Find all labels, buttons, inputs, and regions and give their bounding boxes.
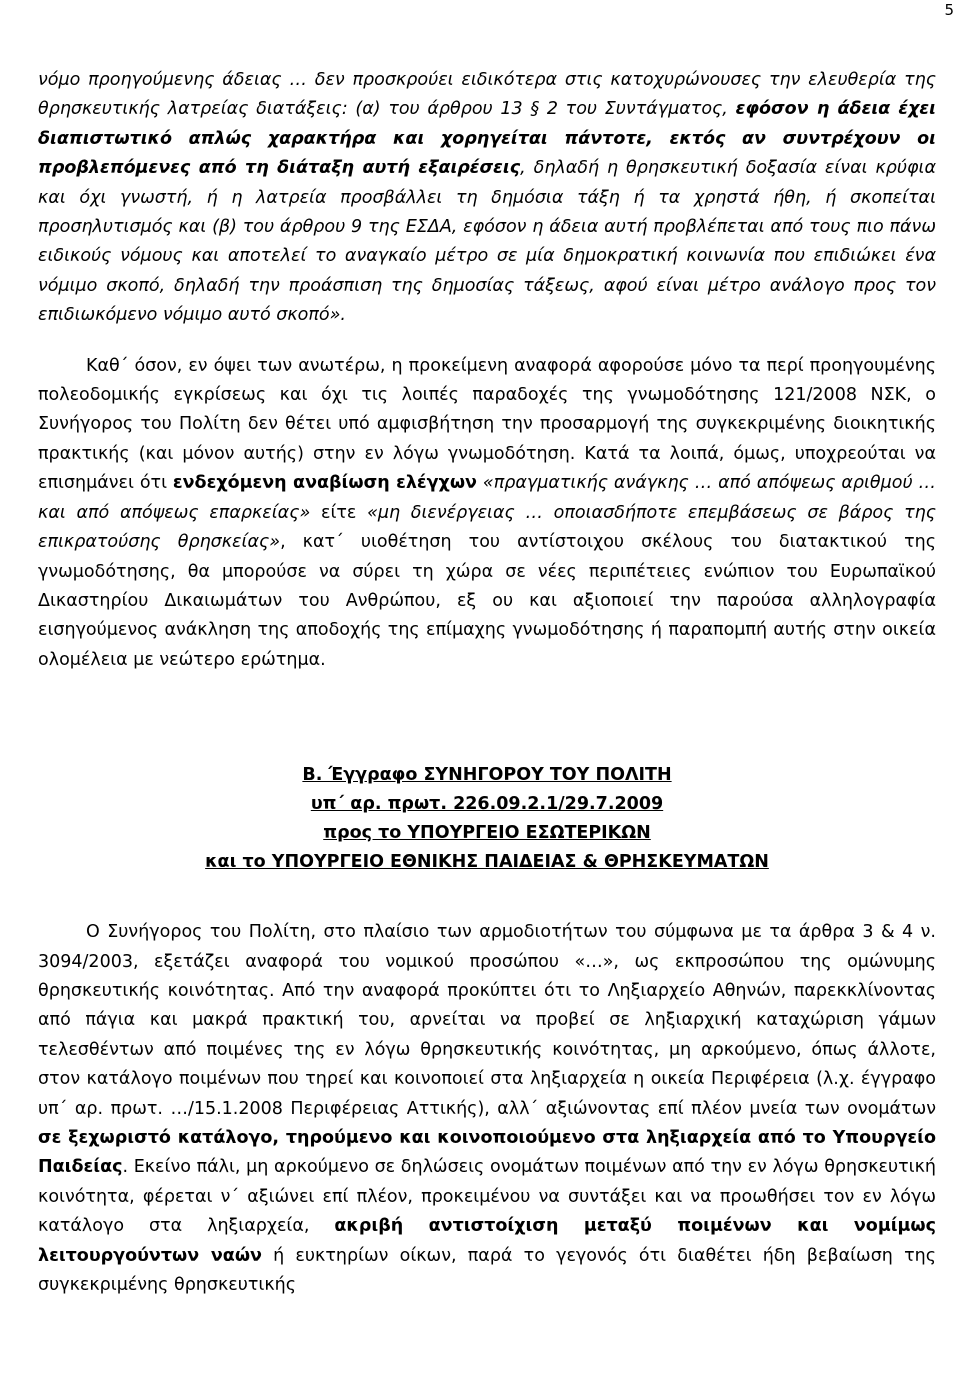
quote-paragraph: [38, 66, 936, 331]
quote-text-1: νόμο προηγούμενης άδειας … δεν προσκρούει ειδικότερα στις κατοχυρώνουσες την ελευθερία της θρησκευτικής λατρείας διατάξεις: (α) του άρθρου 13 § 2 του Συντάγματος,: [38, 70, 936, 120]
letter-emphasis-2: ακριβή αντιστοίχιση μεταξύ ποιμένων και νομίμως λειτουργούντων ναών: [38, 1216, 936, 1266]
letter-text-1: Ο Συνήγορος του Πολίτη, στο πλαίσιο των αρμοδιοτήτων του σύμφωνα με τα άρθρα 3 & 4 ν. 3094/2003, εξετάζει αναφορά του νομικού προσώπου «…», ως εκπροσώπου της ομώνυμης θρησκευτικής κοινότητας. Από την αναφορά προκύπτει ότι το Ληξιαρχείο Αθηνών, παρεκκλίνοντας από πάγια και μακρά πρακτική του, αρνείται να προβεί σε ληξιαρχική καταχώριση γάμων τελεσθέντων από ποιμένες της εν λόγω θρησκευτικής κοινότητας, μη αρκούμενο, όπως άλλοτε, στον κατάλογο ποιμένων που τηρεί και κοινοποιεί στα ληξιαρχεία η οικεία Περιφέρεια (λ.χ. έγγραφο υπ΄ αρ. πρωτ. …/15.1.2008 Περιφέρειας Αττικής), αλλ΄ αξιώνοντας επί πλέον μνεία των ονομάτων: [38, 922, 936, 1119]
assessment-text-2: είτε: [310, 502, 368, 523]
section-heading: [38, 761, 936, 877]
heading-line-3: προς το ΥΠΟΥΡΓΕΙΟ ΕΣΩΤΕΡΙΚΩΝ: [323, 823, 651, 844]
letter-emphasis-1: σε ξεχωριστό κατάλογο, τηρούμενο και κοινοποιούμενο στα ληξιαρχεία από το Υπουργείο Παιδείας: [38, 1127, 936, 1178]
assessment-text-3: , κατ΄ υιοθέτηση του αντίστοιχου σκέλους του διατακτικού της γνωμοδότησης, θα μπορούσε να σύρει τη χώρα σε νέες περιπέτειες ενώπιον του Ευρωπαϊκού Δικαστηρίου Δικαιωμάτων του Ανθρώπου, εξ ου και αξιοποιεί την παρούσα αλληλογραφία εισηγούμενος ανάκληση της αποδοχής της επίμαχης γνωμοδότησης ή παραπομπή αυτής στην οικεία ολομέλεια με νεώτερο ερώτημα.: [38, 532, 937, 670]
letter-text-2: . Εκείνο πάλι, μη αρκούμενο σε δηλώσεις ονομάτων ποιμένων από την εν λόγω θρησκευτική κοινότητα, φέρεται ν΄ αξιώνει επί πλέον, προκειμένου να συντάξει και να προωθήσει τον εν λόγω κατάλογο στα ληξιαρχεία,: [38, 1157, 936, 1237]
heading-line-1: Β. Έγγραφο ΣΥΝΗΓΟΡΟΥ ΤΟΥ ΠΟΛΙΤΗ: [302, 765, 672, 786]
quote-emphasis: εφόσον η άδεια έχει διαπιστωτικό απλώς χαρακτήρα και χορηγείται πάντοτε, εκτός αν συντρέχουν οι προβλεπόμενες από τη διάταξη αυτή εξαιρέσεις: [38, 99, 936, 179]
page-number: 5: [944, 1, 954, 19]
heading-line-4: και το ΥΠΟΥΡΓΕΙΟ ΕΘΝΙΚΗΣ ΠΑΙΔΕΙΑΣ & ΘΡΗΣΚΕΥΜΑΤΩΝ: [205, 852, 769, 873]
document-body: [38, 66, 936, 1300]
assessment-quote-2: «μη διενέργειας … οποιασδήποτε επεμβάσεως σε βάρος της επικρατούσης θρησκείας»: [38, 502, 936, 553]
assessment-text-1: Καθ΄ όσον, εν όψει των ανωτέρω, η προκείμενη αναφορά αφορούσε μόνο τα περί προηγουμένης πολεοδομικής εγκρίσεως και όχι τις λοιπές παραδοχές της γνωμοδότησης 121/2008 ΝΣΚ, ο Συνήγορος του Πολίτη δεν θέτει υπό αμφισβήτηση την προσαρμογή της συγκεκριμένης διοικητικής πρακτικής (και μόνον αυτής) στην εν λόγω γνωμοδότηση. Κατά τα λοιπά, όμως, υποχρεούται να επισημάνει ότι: [38, 355, 936, 494]
paragraph-assessment: [38, 352, 936, 675]
heading-line-2: υπ΄ αρ. πρωτ. 226.09.2.1/29.7.2009: [310, 794, 664, 815]
quote-text-2: , δηλαδή η θρησκευτική δοξασία είναι κρύφια και όχι γνωστή, ή η λατρεία προσβάλλει τη δημόσια τάξη ή τα χρηστά ήθη, ή σκοπείται προσηλυτισμός και (β) του άρθρου 9 της ΕΣΔΑ, εφόσον η άδεια αυτή προβλέπεται από τους πιο πάνω ειδικούς νόμους και αποτελεί το αναγκαίο μέτρο σε μία δημοκρατική κοινωνία που επιδιώκει ένα νόμιμο σκοπό, δηλαδή την προάσπιση της δημοσίας τάξεως, αφού είναι μέτρο ανάλογο προς τον επιδιωκόμενο νόμιμο αυτό σκοπό».: [38, 158, 936, 326]
assessment-quote-1: «πραγματικής ανάγκης … από απόψεως αριθμού … και από απόψεως επαρκείας»: [38, 473, 937, 523]
paragraph-letter-body: [38, 918, 936, 1300]
letter-text-3: ή ευκτηρίων οίκων, παρά το γεγονός ότι διαθέτει ήδη βεβαίωση της συγκεκριμένης θρησκευτικής: [38, 1245, 936, 1295]
assessment-emphasis: ενδεχόμενη αναβίωση ελέγχων: [172, 473, 477, 494]
